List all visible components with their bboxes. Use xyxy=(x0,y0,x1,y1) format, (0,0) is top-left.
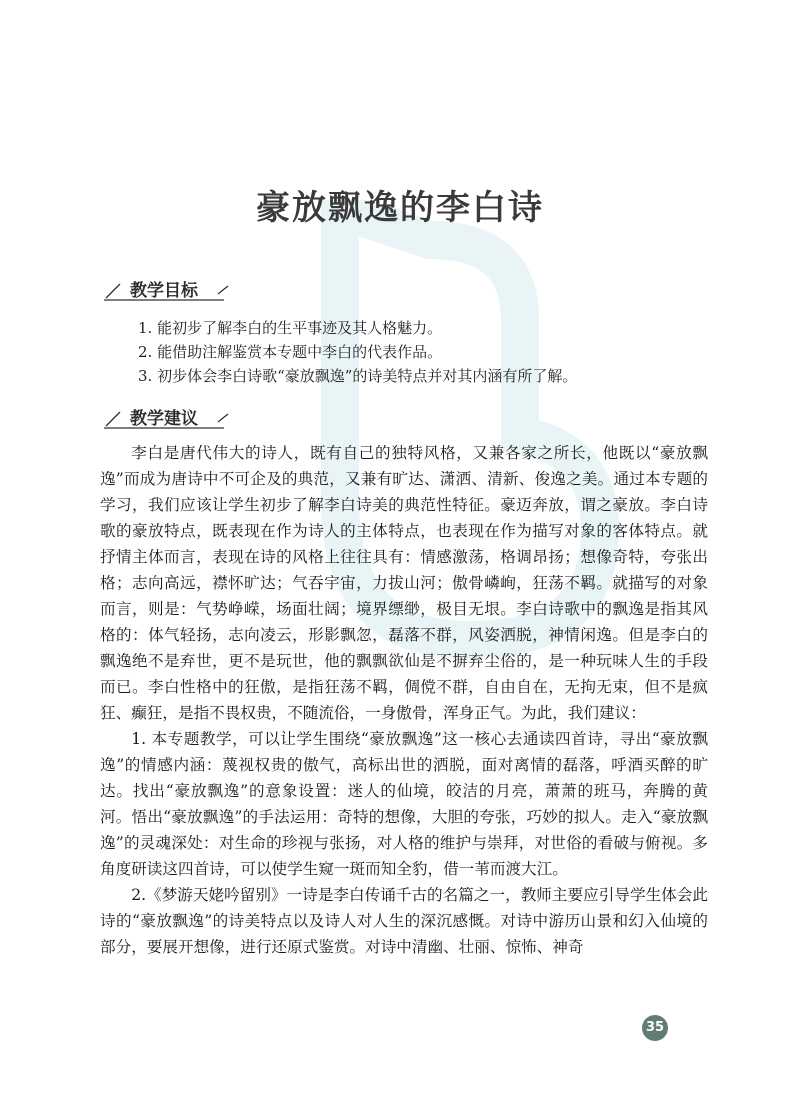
list-item: 3. 初步体会李白诗歌“豪放飘逸”的诗美特点并对其内涵有所了解。 xyxy=(138,367,578,385)
section-heading-label: 教学建议 xyxy=(130,409,198,429)
goals-list xyxy=(138,316,698,388)
list-item: 2. 能借助注解鉴赏本专题中李白的代表作品。 xyxy=(138,343,443,361)
section-heading-suggestions xyxy=(102,404,232,432)
section-heading-goals xyxy=(102,276,232,304)
paragraph: 李白是唐代伟大的诗人，既有自己的独特风格，又兼各家之所长，他既以“豪放飘逸”而成为唐诗中不可企及的典范，又兼有旷达、潇洒、清新、俊逸之美。通过本专题的学习，我们应该让学生初步了解李白诗美的典范性特征。豪迈奔放，谓之豪放。李白诗歌的豪放特点，既表现在作为诗人的主体特点，也表现在作为描写对象的客体特点。就抒情主体而言，表现在诗的风格上往往具有：情感激荡，格调昂扬；想像奇特，夸张出格；志向高远，襟怀旷达；气吞宇宙，力拔山河；傲骨嶙峋，狂荡不羁。就描写的对象而言，则是：气势峥嵘，场面壮阔；境界缥缈，极目无垠。李白诗歌中的飘逸是指其风格的：体气轻扬，志向凌云，形影飘忽，磊落不群，风姿洒脱，神情闲逸。但是李白的飘逸绝不是弃世，更不是玩世，他的飘飘欲仙是不摒弃尘俗的，是一种玩味人生的手段而已。李白性格中的狂傲，是指狂荡不羁，倜傥不群，自由自在，无拘无束，但不是疯狂、癫狂，是指不畏权贵，不随流俗，一身傲骨，浑身正气。为此，我们建议： xyxy=(100,444,708,722)
page-title: 豪放飘逸的李白诗 xyxy=(256,188,544,228)
list-item: 1. 能初步了解李白的生平事迹及其人格魅力。 xyxy=(138,319,443,337)
suggestions-body xyxy=(100,440,708,960)
page-number-badge: 35 xyxy=(642,1015,668,1041)
section-heading-label: 教学目标 xyxy=(130,281,198,301)
paragraph: 1. 本专题教学，可以让学生围绕“豪放飘逸”这一核心去通读四首诗，寻出“豪放飘逸”的情感内涵：蔑视权贵的傲气，高标出世的洒脱，面对离情的磊落，呼酒买醉的旷达。找出“豪放飘逸”的意象设置：迷人的仙境，皎洁的月亮，萧萧的班马，奔腾的黄河。悟出“豪放飘逸”的手法运用：奇特的想像，大胆的夸张，巧妙的拟人。走入“豪放飘逸”的灵魂深处：对生命的珍视与张扬，对人格的维护与崇拜，对世俗的看破与俯视。多角度研读这四首诗，可以使学生窥一斑而知全豹，借一苇而渡大江。 xyxy=(100,730,708,878)
paragraph: 2.《梦游天姥吟留别》一诗是李白传诵千古的名篇之一，教师主要应引导学生体会此诗的“豪放飘逸”的诗美特点以及诗人对人生的深沉感慨。对诗中游历山景和幻入仙境的部分，要展开想像，进行还原式鉴赏。对诗中清幽、壮丽、惊怖、神奇 xyxy=(100,886,708,956)
